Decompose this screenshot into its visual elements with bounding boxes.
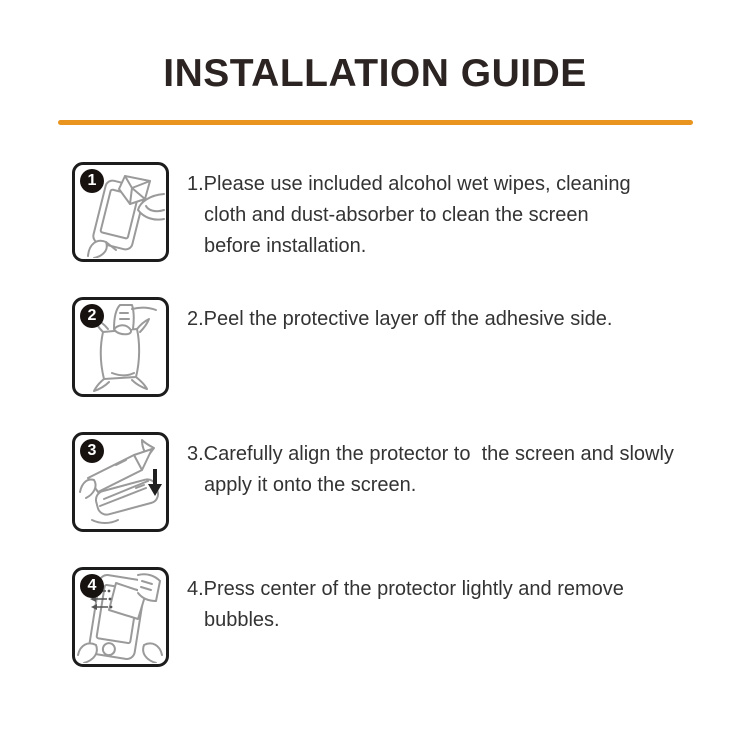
step-row-4	[0, 565, 750, 675]
step-1-line-2: cloth and dust-absorber to clean the screen	[204, 204, 589, 226]
step-3-number-badge: 3	[80, 439, 104, 463]
step-1-text	[187, 169, 707, 262]
step-4-text	[187, 574, 707, 636]
step-4-line-1: 4.Press center of the protector lightly and remove	[187, 578, 624, 600]
step-4-number-badge: 4	[80, 574, 104, 598]
step-3-text	[187, 439, 707, 501]
step-2-line-1: 2.Peel the protective layer off the adhesive side.	[187, 308, 613, 330]
step-2-number-badge: 2	[80, 304, 104, 328]
step-2-text	[187, 304, 707, 335]
step-3-line-2: apply it onto the screen.	[204, 474, 417, 496]
page-title: INSTALLATION GUIDE	[163, 52, 587, 95]
step-1-line-3: before installation.	[204, 235, 367, 257]
title-divider-rule	[58, 120, 693, 125]
step-row-3	[0, 430, 750, 540]
step-row-1	[0, 160, 750, 270]
step-1-number-badge: 1	[80, 169, 104, 193]
step-1-icon-box	[72, 162, 169, 262]
step-4-icon-box	[72, 567, 169, 667]
step-3-icon-box	[72, 432, 169, 532]
step-row-2	[0, 295, 750, 405]
step-1-line-1: 1.Please use included alcohol wet wipes, cleaning	[187, 173, 631, 195]
step-4-line-2: bubbles.	[204, 609, 280, 631]
step-3-line-1: 3.Carefully align the protector to the screen and slowly	[187, 443, 674, 465]
step-2-icon-box	[72, 297, 169, 397]
